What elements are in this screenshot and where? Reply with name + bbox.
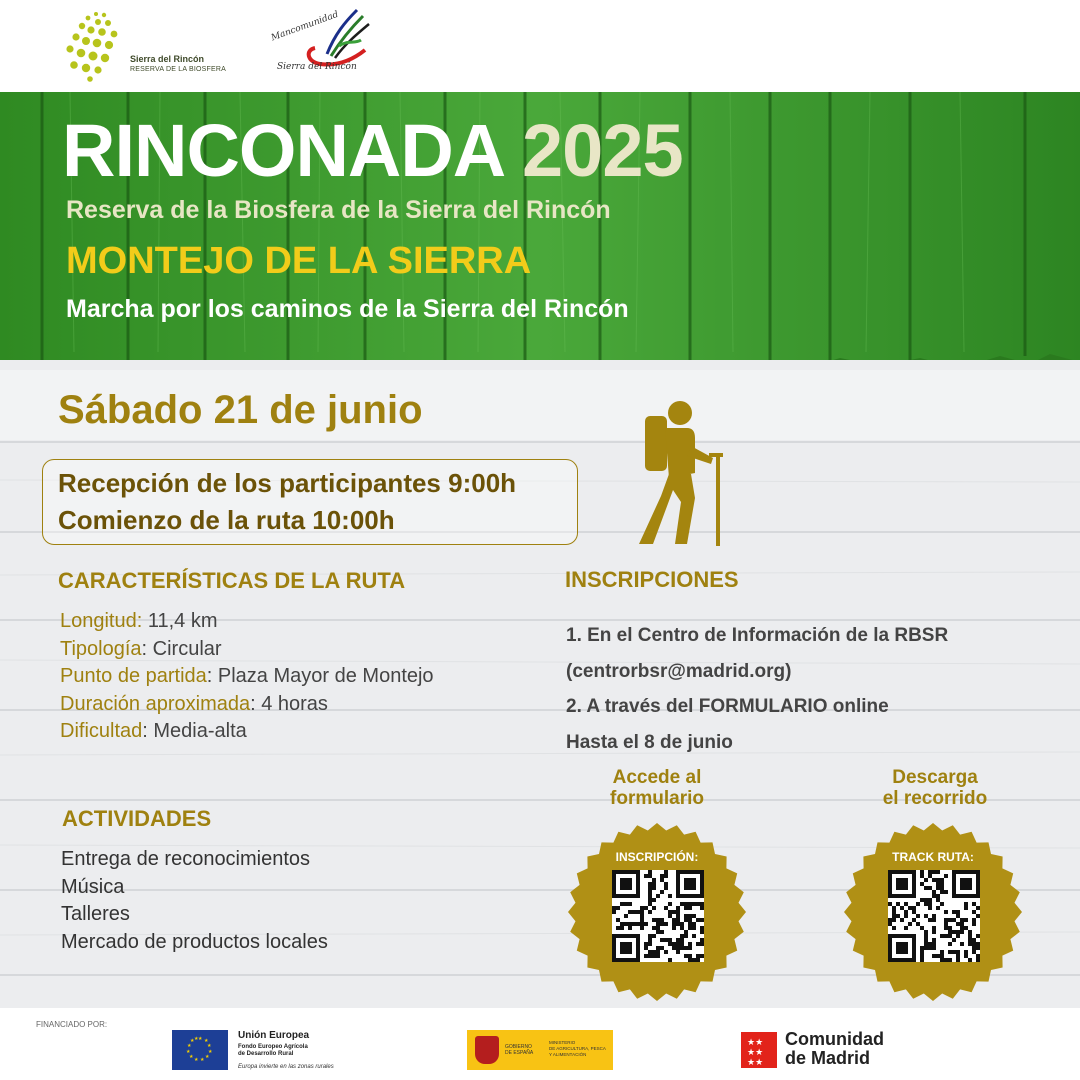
header	[0, 0, 1080, 92]
event-title	[62, 108, 683, 193]
schedule-box	[42, 459, 578, 545]
biosphere-dots-icon	[60, 10, 130, 82]
march-subtitle: Marcha por los caminos de la Sierra del Rincón	[66, 295, 629, 323]
reception-time: Recepción de los participantes 9:00h	[58, 468, 517, 498]
svg-text:★: ★	[194, 1036, 199, 1042]
mancomunidad-logo	[265, 4, 390, 84]
activities-list	[61, 846, 328, 957]
track-qr-badge[interactable]	[843, 822, 1023, 1002]
svg-text:★: ★	[200, 1057, 205, 1063]
sierra-rincon-subtitle: RESERVA DE LA BIOSFERA	[130, 66, 226, 73]
start-time: Comienzo de la ruta 10:00h	[58, 505, 395, 535]
eu-tagline: Europa invierte en las zonas rurales	[238, 1064, 334, 1070]
government-text: GOBIERNO DE ESPAÑA	[505, 1044, 534, 1056]
svg-text:★: ★	[208, 1049, 213, 1055]
registration-qr-label: INSCRIPCIÓN:	[615, 850, 699, 864]
track-qr-label: TRACK RUTA:	[892, 850, 974, 864]
biosphere-subtitle: Reserva de la Biosfera de la Sierra del Rincón	[66, 196, 611, 224]
registration-deadline: Hasta el 8 de junio	[566, 731, 733, 753]
eu-title: Unión Europea	[238, 1030, 310, 1041]
route-specs	[60, 608, 434, 746]
sierra-rincon-name: Sierra del Rincón	[130, 54, 205, 64]
registration-line: 2. A través del FORMULARIO online	[566, 696, 889, 717]
mancomunidad-text: Mancomunidad	[270, 9, 340, 44]
form-caption: Accede al formulario	[610, 767, 704, 809]
event-date: Sábado 21 de junio	[58, 388, 423, 432]
madrid-flag-icon: ★★ ★★ ★★	[741, 1032, 777, 1068]
event-year: 2025	[522, 109, 683, 192]
svg-text:★: ★	[205, 1054, 210, 1060]
qr-code-icon[interactable]	[612, 870, 704, 962]
svg-text:★: ★	[204, 1038, 209, 1044]
location-title: MONTEJO DE LA SIERRA	[66, 240, 532, 282]
svg-text:★: ★	[190, 1038, 195, 1044]
comunidad-madrid-text: Comunidad de Madrid	[785, 1029, 884, 1068]
eu-fund: Fondo Europeo Agrícola de Desarrollo Rural	[238, 1044, 308, 1057]
spec-duration: Duración aproximada: 4 horas	[60, 692, 328, 715]
financed-by-label: FINANCIADO POR:	[36, 1020, 108, 1029]
registration-heading: INSCRIPCIONES	[565, 567, 739, 592]
eu-flag-icon	[172, 1030, 228, 1070]
registration-qr-badge[interactable]	[567, 822, 747, 1002]
list-item: Entrega de reconocimientos	[61, 848, 311, 870]
ministry-text: MINISTERIO DE AGRICULTURA, PESCA Y ALIMENTACIÓN	[549, 1040, 606, 1057]
qr-code-icon[interactable]	[888, 870, 980, 962]
list-item: Talleres	[61, 903, 130, 926]
activities-heading: ACTIVIDADES	[62, 806, 212, 831]
spec-start-point: Punto de partida: Plaza Mayor de Montejo	[60, 665, 434, 687]
svg-text:★: ★	[186, 1049, 191, 1055]
spanish-government-logo	[467, 1030, 613, 1070]
svg-text:★: ★	[207, 1043, 212, 1049]
list-item: Música	[61, 875, 125, 898]
hiker-icon	[625, 398, 735, 548]
spain-shield-icon	[475, 1036, 499, 1064]
mancomunidad-sierra-text: Sierra del Rincón	[277, 62, 357, 72]
list-item: Mercado de productos locales	[61, 931, 328, 954]
svg-text:★: ★	[198, 1036, 203, 1042]
track-caption: Descarga el recorrido	[882, 767, 988, 809]
footer	[0, 1008, 1080, 1080]
svg-text:★: ★	[189, 1054, 194, 1060]
spec-difficulty: Dificultad: Media-alta	[60, 720, 247, 742]
spec-type: Tipología: Circular	[60, 637, 222, 660]
svg-text:★: ★	[187, 1043, 192, 1049]
svg-text:★: ★	[194, 1057, 199, 1063]
registration-email[interactable]: (centrorbsr@madrid.org)	[566, 660, 792, 682]
spec-length: Longitud: 11,4 km	[60, 610, 218, 632]
registration-info	[566, 618, 948, 760]
event-title-main: RINCONADA	[62, 109, 503, 192]
sierra-rincon-logo	[60, 10, 230, 82]
registration-line: 1. En el Centro de Información de la RBSR	[566, 625, 949, 646]
route-heading: CARACTERÍSTICAS DE LA RUTA	[58, 568, 406, 593]
